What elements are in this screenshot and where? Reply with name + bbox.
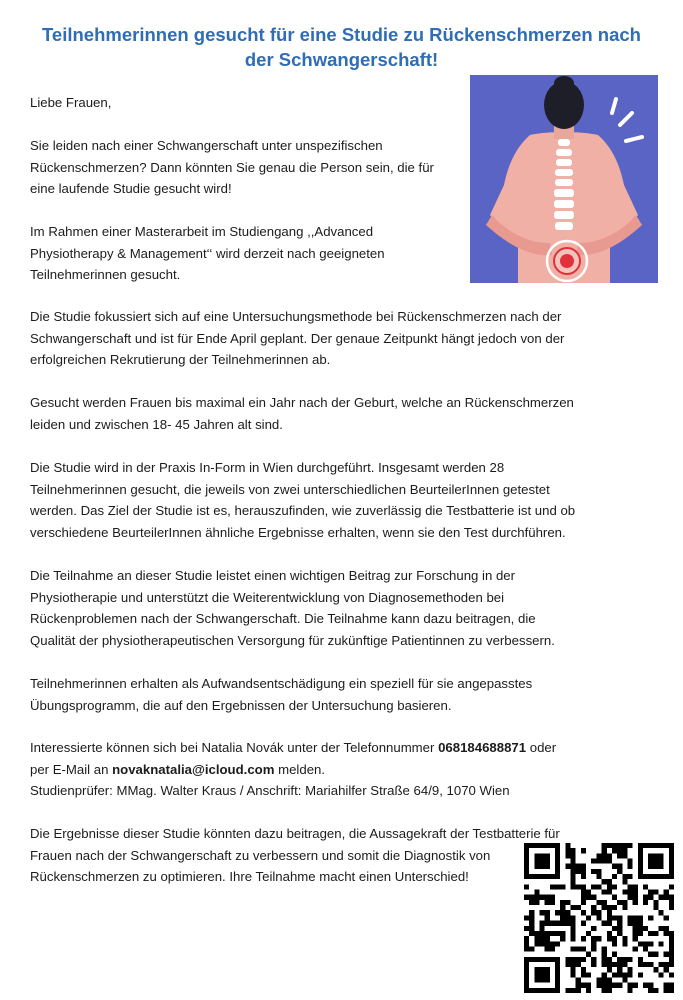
email-address[interactable]: novaknatalia@icloud.com: [112, 761, 275, 777]
intro-paragraph: Sie leiden nach einer Schwangerschaft unter unspezifischen Rückenschmerzen? Dann könnten Sie genau die Person sein, die für eine laufende Studie gesucht wird!: [30, 138, 434, 196]
greeting: Liebe Frauen,: [30, 95, 112, 110]
contribution-paragraph: Die Teilnahme an dieser Studie leistet einen wichtigen Beitrag zur Forschung in der Physiotherapie und unterstützt die Weiterentwicklung von Diagnosemethoden bei Rückenproblemen nach der Schwangerschaft. Die Teilnahme kann dazu beitragen, die Qualität der physiotherapeutischen Versorgung für zukünftige Patientinnen zu verbessern.: [30, 568, 555, 648]
contact-paragraph: Interessierte können sich bei Natalia Novák unter der Telefonnummer 068184688871 oder per E-Mail an novaknatalia@icloud.com melden. Studienprüfer: MMag. Walter Kraus / Anschrift: Mariahilfer Straße 64/9, 1070 Wien: [30, 740, 557, 798]
qr-code-icon[interactable]: [524, 842, 674, 994]
title-line-1: Teilnehmerinnen gesucht für eine Studie zu Rückenschmerzen nach: [42, 24, 641, 45]
page-title: [0, 22, 683, 72]
compensation-paragraph: Teilnehmerinnen erhalten als Aufwandsentschädigung ein speziell für sie angepasstes Übungsprogramm, die auf den Ergebnissen der Untersuchung basieren.: [30, 676, 533, 713]
back-pain-illustration-icon: [470, 75, 658, 283]
context-paragraph: Im Rahmen einer Masterarbeit im Studiengang ,,Advanced Physiotherapy & Management‘‘ wird derzeit nach geeigneten Teilnehmerinnen gesucht.: [30, 224, 385, 282]
focus-paragraph: Die Studie fokussiert sich auf eine Untersuchungsmethode bei Rückenschmerzen nach der Schwangerschaft und ist für Ende April geplant. Der genaue Zeitpunkt hängt jedoch von der erfolgreichen Rekrutierung der Teilnehmerinnen ab.: [30, 309, 565, 367]
title-line-2: der Schwangerschaft!: [244, 49, 439, 70]
procedure-paragraph: Die Studie wird in der Praxis In-Form in Wien durchgeführt. Insgesamt werden 28 Teilnehmerinnen gesucht, die jeweils von zwei unterschiedlichen BeurteilerInnen getestet werden. Das Ziel der Studie ist es, herauszufinden, wie zuverlässig die Testbatterie ist und ob verschiedene BeurteilerInnen ähnliche Ergebnisse erhalten, wenn sie den Test durchführen.: [30, 460, 576, 540]
closing-paragraph: Die Ergebnisse dieser Studie könnten dazu beitragen, die Aussagekraft der Testbatterie für Frauen nach der Schwangerschaft zu verbessern und somit die Diagnostik von Rückenschmerzen zu optimieren. Ihre Teilnahme macht einen Unterschied!: [30, 826, 560, 884]
examiner-address: Studienprüfer: MMag. Walter Kraus / Anschrift: Mariahilfer Straße 64/9, 1070 Wien: [30, 783, 510, 798]
phone-number[interactable]: 068184688871: [438, 740, 527, 755]
criteria-paragraph: Gesucht werden Frauen bis maximal ein Jahr nach der Geburt, welche an Rückenschmerzen leiden und zwischen 18- 45 Jahren alt sind.: [30, 395, 574, 432]
